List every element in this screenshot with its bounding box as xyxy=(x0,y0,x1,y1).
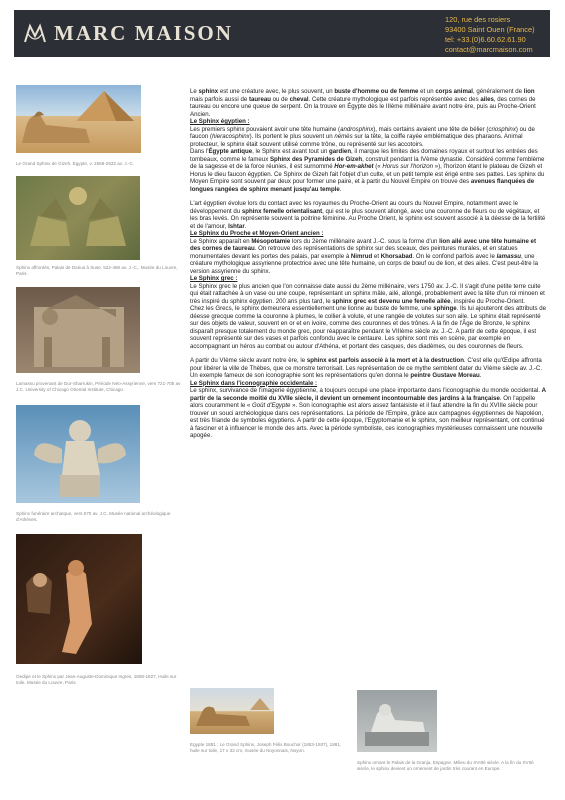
site-header xyxy=(14,10,550,57)
granja-sphinx-photo xyxy=(357,690,437,752)
egypt-paragraph: Les premiers sphinx pouvaient avoir une tête humaine (androsphinx), mais certains avaient une tête de bélier (criosphinx) ou de faucon (hieracosphinx). Ils portent le plus souvent un némès sur la tête, la coiffe rayée emblématique des pharaons. Animal protecteur, le sphinx était souvent utilisé comme trône, ou représenté sur les accotoirs. xyxy=(190,125,535,148)
image-caption: Oedipe et le Sphinx par Jean-Auguste-Dominique Ingres, 1808-1827, Huile sur toile. Musée du Louvre, Paris. xyxy=(16,674,177,685)
address-line: 93400 Saint Ouen (France) xyxy=(445,25,535,34)
bouchor-sphinx-painting xyxy=(190,688,274,734)
egypt-paragraph: Dans l'Égypte antique, le Sphinx est avant tout un gardien, il marque les limites des domaines royaux et surtout les entrées des tombeaux, comme le fameux Sphinx des Pyramides de Gizeh, construit pendant la IVème dynastie. Considéré comme l'emblème de la sagesse et de la force réunies, il est surnommé Hor-em-akhet (« Horus sur l'horizon »), l'horizon étant le plateau de Gizeh et Horus le dieu faucon égyptien. Ce Sphinx de Gizeh fait l'objet d'un culte, et un petit temple est érigé entre ses pattes. Les sphinx du Moyen Empire sont souvent par deux pour former une paire, et à partir du Nouvel Empire on trouve des avenues flanquées de longues rangées de sphinx menant jusqu'au temple. xyxy=(190,148,545,193)
section-title-egypt: Le Sphinx égyptien : xyxy=(190,118,250,125)
logo-text[interactable]: MARC MAISON xyxy=(54,21,233,45)
near-east-paragraph: Le Sphinx apparaît en Mésopotamie lors du 2ème millénaire avant J.-C. sous la forme d'un lion ailé avec une tête humaine et des cornes de taureau. On retrouve des représentations de sphinx sur des sceaux, des peintures murales, et en statues monumentales devant les portes des palais, par exemple à Nimrud et Khorsabad. On le confond parfois avec le lamassu, une créature mythologique assyrienne protectrice avec une tête humaine, un corps de bœuf ou de lion, et des ailes. C'est peut-être la version assyrienne du sphinx. xyxy=(190,237,539,275)
image-caption: Egypte 1881 : Le Grand Sphinx, Joseph Félix Bouchor (1853-1937), 1881, huile sur toile, 17 x 33 cm, musée du Noyonnais, Noyon. xyxy=(190,742,342,753)
western-paragraph: Le sphinx, survivance de l'imagerie égyptienne, a toujours occupé une place importante dans l'iconographie du monde occidental. A partir de la seconde moitié du XVIIe siècle, il devient un ornement incontournable des jardins à la française. On l'appelle alors couramment le « Goût d'Egypte ». Son iconographie est alors assez fantaisiste et il faut attendre la fin du XVIIIe siècle pour trouver un souci archéologique dans ces représentations. La période de l'Empire, grâce aux campagnes égyptiennes de Napoléon, est très friande de symboles égyptiens. A partir de cette époque, l'Egyptomanie et le sphinx, son meilleur représentant, ont continué à fasciner et à influencer le monde des arts. Avec la période symboliste, ces iconographies mystérieuses connaissent une nouvelle apogée. xyxy=(190,387,546,439)
phone-line: tel: +33.(0)6.60.62.61.90 xyxy=(445,35,526,44)
article-body xyxy=(190,88,548,440)
contact-address xyxy=(445,15,535,55)
section-title-near-east: Le Sphinx du Proche et Moyen-Orient ancien : xyxy=(190,230,324,237)
image-caption: Le Grand Sphinx de Gizeh, Egypte, v. 2558-2532 av. J.-C. xyxy=(16,161,135,166)
oedipus-sphinx-painting xyxy=(16,534,142,664)
lamassu-photo xyxy=(16,287,140,373)
greek-paragraph: Le Sphinx grec le plus ancien que l'on connaisse date aussi du 2ème millénaire, vers 1750 av. J.-C. Il s'agit d'une petite terre cuite qui était rattachée à un vase ou une coupe, représentant un sphinx mâle, ailé, allongé, probablement avec la tête d'un roi minoen et très inspiré du sphinx égyptien. 200 ans plus tard, le sphinx grec est devenu une femelle ailée, inspirée du Proche-Orient. xyxy=(190,282,545,305)
intro-paragraph: Le sphinx est une créature avec, le plus souvent, un buste d'homme ou de femme et un corps animal, généralement de lion mais parfois aussi de taureau ou de cheval. Cette créature mythologique est parfois représentée avec des ailes, des cornes de taureau ou encore une queue de serpent. On la trouve en Égypte dès le IIIème millénaire avant notre ère, puis au Proche-Orient Ancien. xyxy=(190,88,536,118)
email-link[interactable]: contact@marcmaison.com xyxy=(445,45,533,54)
greek-paragraph: A partir du VIème siècle avant notre ère, le sphinx est parfois associé à la mort et à la destruction. C'est elle qu'Œdipe affronta pour libérer la ville de Thèbes, que ce monstre terrorisait. Les représentation de ce mythe semblent dater du VIème siècle av. J.-C. Un exemple fameux de son iconographie sont les représentations qu'en donna le peintre Gustave Moreau. xyxy=(190,357,543,379)
archaic-sphinx-photo xyxy=(16,405,140,503)
greek-paragraph: Chez les Grecs, le sphinx demeurera essentiellement une lionne au buste de femme, une sphinge. Ils lui ajouteront des attributs de déesse grecque comme la couronne à plumes, le collier à volute, et une rangée de volutes sur son aile. Le sphinx était représenté sur des objets de valeur, souvent en or et en ivoire, comme des couronnes et des trônes. A la fin de l'Âge de Bronze, le sphinx disparaît presque totalement du monde grec, pour réapparaître pendant le VIIIème siècle av. J.-C. A partir de cette époque, il est souvent représenté sur des vases et parfois confondu avec le centaure. Les sphinx sont mis en scène, par exemple en accompagnant un héros au combat ou autour d'Athéna, et portant des casques, des diadèmes, ou des couronnes de fleurs. xyxy=(190,305,547,350)
image-caption: Sphinx ornant le Palais de la Granja, Espagne. Milieu du XVIIIè siècle. A la fin du XVIIè siècle, le sphinx devient un ornement de jardin très courant en Europe. xyxy=(357,760,534,771)
section-title-greek: Le Sphinx grec : xyxy=(190,275,238,282)
address-line: 120, rue des rosiers xyxy=(445,15,511,24)
sphinx-darius-relief xyxy=(16,176,140,260)
sphinx-giza-photo xyxy=(16,85,141,153)
image-caption: Sphinx affrontés, Palais de Darius à Suse, 522-486 av. J.-C., Musée du Louvre, Paris. xyxy=(16,265,178,276)
egypt-paragraph: L'art égyptien évolue lors du contact avec les royaumes du Proche-Orient au cours du Nouvel Empire, notamment avec le développement du sphinx femelle orientalisant, qui est le plus souvent allongé, avec une couronne de fleurs ou de végétaux, et les bras levés. On représente souvent la poitrine féminine. Au Proche Orient, le sphinx est souvent associé à la déesse de la fertilité et de l'amour, Ishtar. xyxy=(190,200,546,230)
logo-monogram-icon xyxy=(22,22,48,46)
image-caption: Sphinx funéraire archaïque, vers 570 av. J.C. Musée national archéologique d'Athènes. xyxy=(16,511,171,522)
image-caption: Lamassu provenant de Dur-Sharrukin, Période Néo-Assyrienne, vers 721-705 av J.C. University of Chicago Oriental Institute, Chicago. xyxy=(16,381,181,392)
section-title-western: Le Sphinx dans l'iconographie occidentale : xyxy=(190,379,318,387)
